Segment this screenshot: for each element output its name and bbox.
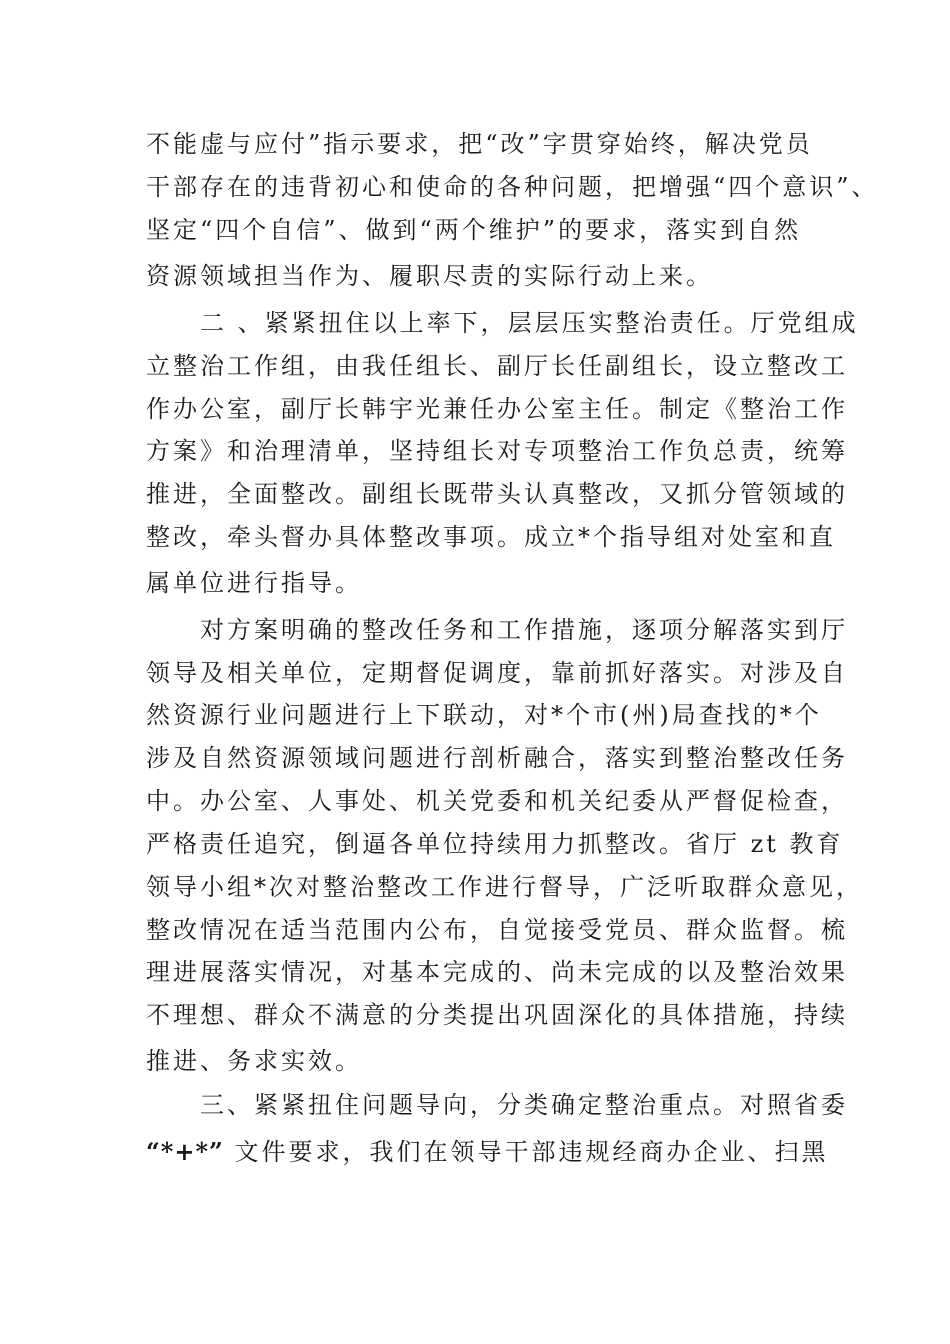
paragraph-3-line-1: 对方案明确的整改任务和工作措施，逐项分解落实到厅 bbox=[200, 616, 848, 644]
paragraph-3-line-8: 整改情况在适当范围内公布，自觉接受党员、群众监督。梳 bbox=[146, 916, 848, 944]
paragraph-3-line-2: 领导及相关单位，定期督促调度，靠前抓好落实。对涉及自 bbox=[146, 659, 848, 687]
paragraph-3-line-9: 理进展落实情况，对基本完成的、尚未完成的以及整治效果 bbox=[146, 958, 848, 986]
paragraph-1-line-1: 不能虚与应付”指示要求，把“改”字贯穿始终，解决党员 bbox=[146, 130, 813, 158]
paragraph-4-line-2-text: 文件要求，我们在领导干部违规经商办企业、扫黑 bbox=[223, 1138, 829, 1166]
paragraph-1-line-2: 干部存在的违背初心和使命的各种问题，把增强“四个意识”、 bbox=[146, 173, 879, 201]
paragraph-3-line-11: 推进、务求实效。 bbox=[146, 1047, 362, 1075]
paragraph-2-line-2: 立整治工作组，由我任组长、副厅长任副组长，设立整改工 bbox=[146, 352, 848, 380]
paragraph-1-line-3: 坚定“四个自信”、做到“两个维护”的要求，落实到自然 bbox=[146, 216, 802, 244]
paragraph-3-line-10: 不理想、群众不满意的分类提出巩固深化的具体措施，持续 bbox=[146, 1001, 848, 1029]
paragraph-3-line-5: 中。办公室、人事处、机关党委和机关纪委从严督促检查， bbox=[146, 787, 848, 815]
paragraph-2-line-4: 方案》和治理清单，坚持组长对专项整治工作负总责，统筹 bbox=[146, 437, 848, 465]
paragraph-2-line-1: 二 、紧紧扭住以上率下，层层压实整治责任。厅党组成 bbox=[200, 309, 859, 337]
paragraph-4-line-1: 三、紧紧扭住问题导向，分类确定整治重点。对照省委 bbox=[200, 1091, 848, 1119]
paragraph-3-line-3: 然资源行业问题进行上下联动，对*个市(州)局查找的*个 bbox=[146, 701, 822, 729]
paragraph-2-line-5: 推进，全面整改。副组长既带头认真整改，又抓分管领域的 bbox=[146, 480, 848, 508]
paragraph-2-line-6: 整改，牵头督办具体整改事项。成立*个指导组对处室和直 bbox=[146, 523, 836, 551]
paragraph-3-line-4: 涉及自然资源领域问题进行剖析融合，落实到整治整改任务 bbox=[146, 744, 848, 772]
quoted-document-code: “*+*” bbox=[146, 1137, 224, 1166]
paragraph-3-line-6: 严格责任追究，倒逼各单位持续用力抓整改。省厅 zt 教育 bbox=[146, 830, 844, 858]
paragraph-1-line-4: 资源领域担当作为、履职尽责的实际行动上来。 bbox=[146, 262, 713, 290]
paragraph-4-line-2 bbox=[146, 1137, 829, 1167]
paragraph-2-line-7: 属单位进行指导。 bbox=[146, 569, 362, 597]
paragraph-2-line-3: 作办公室，副厅长韩宇光兼任办公室主任。制定《整治工作 bbox=[146, 395, 848, 423]
paragraph-3-line-7: 领导小组*次对整治整改工作进行督导，广泛听取群众意见， bbox=[146, 873, 863, 901]
